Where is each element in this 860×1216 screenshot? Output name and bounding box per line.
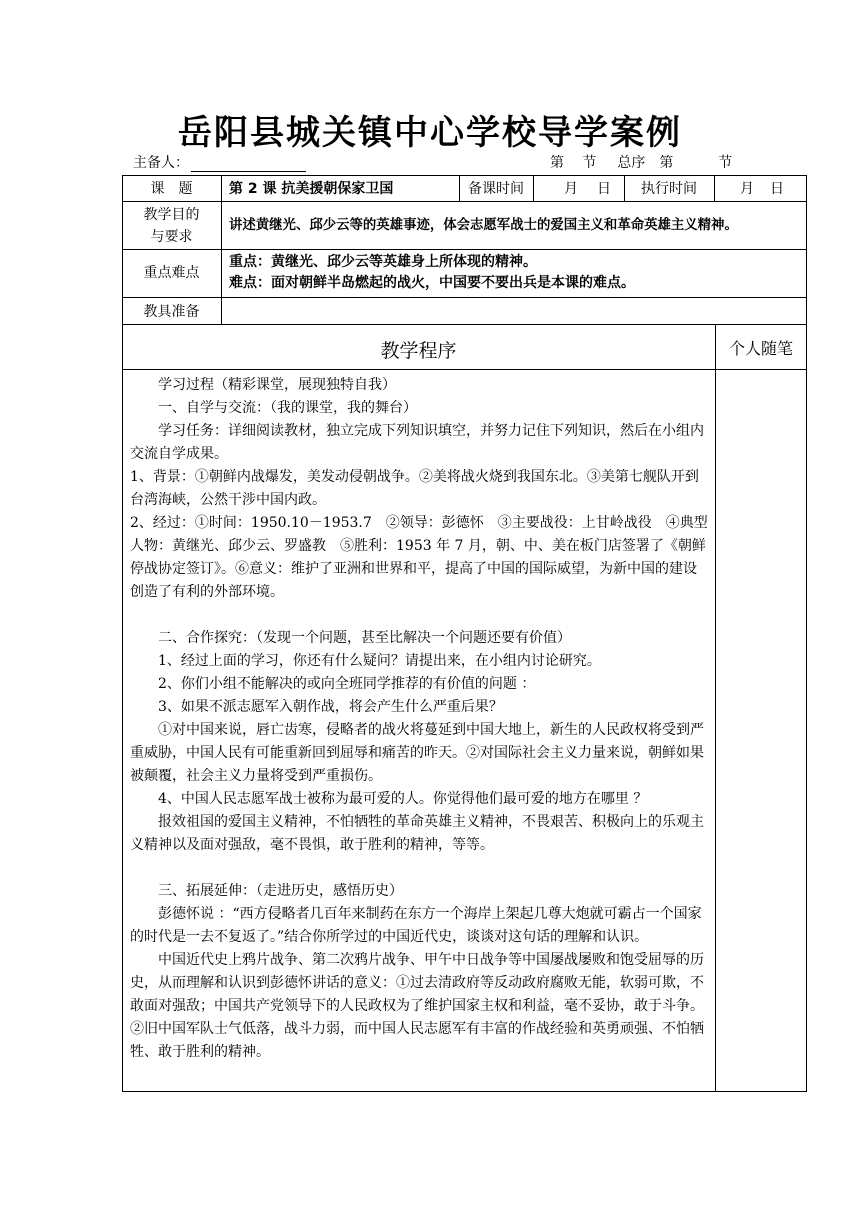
exec-day: 日 [770,181,784,197]
lesson-value: 第 2 课 抗美援朝保家卫国 [229,181,394,197]
body-paragraph: 1、经过上面的学习，你还有什么疑问？请提出来，在小组内讨论研究。 [158,653,601,669]
tools-label: 教具准备 [143,304,200,320]
row-divider [122,324,807,325]
body-paragraph: 3、如果不派志愿军入朝作战，将会产生什么严重后果？ [158,699,503,715]
col-divider [715,324,716,1092]
body-paragraph: 彭德怀说 ：“西方侵略者几百年来制药在东方一个海岸上架起几尊大炮就可霸占一个国家的时代是一去不复返了。”结合你所学过的中国近代史，谈谈对这句话的理解和认识。 [130,906,702,945]
section-label: 第 节 [550,155,597,171]
body-paragraph: 2、你们小组不能解决的或向全班同学推荐的有价值的问题 ： [158,676,536,692]
body-paragraph: ①对中国来说，唇亡齿寒，侵略者的战火将蔓延到中国大地上，新生的人民政权将受到严重威胁，中国人民有可能重新回到屈辱和痛苦的昨天。②对国际社会主义力量来说，朝鲜如果被颠覆，社会主义力量将受到严重损伤。 [130,722,704,784]
lesson-label: 课 题 [150,181,193,197]
goal-label-line1: 教学目的 [143,207,200,223]
row-divider [122,297,807,298]
body-paragraph: 三、拓展延伸：（走进历史，感悟历史） [158,883,403,899]
prep-month: 月 [564,181,578,197]
total-label: 总序 第 [617,155,674,171]
prep-time-label: 备课时间 [468,181,524,197]
lesson-body [130,374,710,1064]
body-paragraph: 学习任务：详细阅读教材，独立完成下列知识填空，并努力记住下列知识，然后在小组内交流自学成果。 [130,423,704,462]
body-paragraph: 报效祖国的爱国主义精神，不怕牺牲的革命英雄主义精神，不畏艰苦、积极向上的乐观主义精神以及面对强敌，毫不畏惧，敢于胜利的精神，等等。 [130,814,704,853]
key-label: 重点难点 [143,265,200,281]
notes-title: 个人随笔 [728,339,793,358]
col-divider [221,175,222,324]
lesson-sequence [550,152,732,172]
row-divider [122,249,807,250]
body-paragraph: 一、自学与交流：（我的课堂，我的舞台） [158,400,417,416]
difficult-point: 难点：面对朝鲜半岛燃起的战火，中国要不要出兵是本课的难点。 [229,275,635,291]
preparer-blank [191,157,306,172]
preparer-label: 主备人： [133,155,189,171]
col-divider [533,175,534,201]
exec-month: 月 [740,181,754,197]
body-paragraph: 学习过程（精彩课堂，展现独特自我） [158,377,396,393]
body-paragraph: 二、合作探究：（发现一个问题，甚至比解决一个问题还要有价值） [158,630,571,646]
body-paragraph: 1、背景：①朝鲜内战爆发，美发动侵朝战争。②美将战火烧到我国东北。③美第七舰队开到台湾海峡，公然干涉中国内政。 [130,469,699,508]
row-divider [122,201,807,202]
exec-time-label: 执行时间 [641,181,697,197]
procedure-title: 教学程序 [380,340,457,362]
body-paragraph: 中国近代史上鸦片战争、第二次鸦片战争、甲午中日战争等中国屡战屡败和饱受屈辱的历史，从而理解和认识到彭德怀讲话的意义：①过去清政府等反动政府腐败无能，软弱可欺，不敢面对强敌；中国共产党领导下的人民政权为了维护国家主权和利益，毫不妥协，敢于斗争。②旧中国军队士气低落，战斗力弱，而中国人民志愿军有丰富的作战经验和英勇顽强、不怕牺牲、敢于胜利的精神。 [130,952,704,1060]
prep-day: 日 [597,181,611,197]
col-divider [714,175,715,201]
body-paragraph: 2、经过：①时间：1950.10－1953.7 ②领导：彭德怀 ③主要战役：上甘岭战役 ④典型人物：黄继光、邱少云、罗盛教 ⑤胜利：1953 年 7 月，朝、中、美在板门店签署了《朝鲜停战协定签订》。⑥意义：维护了亚洲和世界和平，提高了中国的国际威望，为新中国的建设创造了有利的外部环境。 [130,515,708,600]
total-suffix: 节 [718,155,733,171]
goal-label-line2: 与要求 [150,229,193,245]
row-divider [122,369,807,370]
key-point: 重点：黄继光、邱少云等英雄身上所体现的精神。 [229,254,537,270]
body-paragraph: 4、中国人民志愿军战士被称为最可爱的人。你觉得他们最可爱的地方在哪里 ？ [158,791,648,807]
goal-value: 讲述黄继光、邱少云等的英雄事迹，体会志愿军战士的爱国主义和革命英雄主义精神。 [229,218,738,233]
page-title: 岳阳县城关镇中心学校导学案例 [178,113,682,153]
preparer-field [133,152,306,172]
